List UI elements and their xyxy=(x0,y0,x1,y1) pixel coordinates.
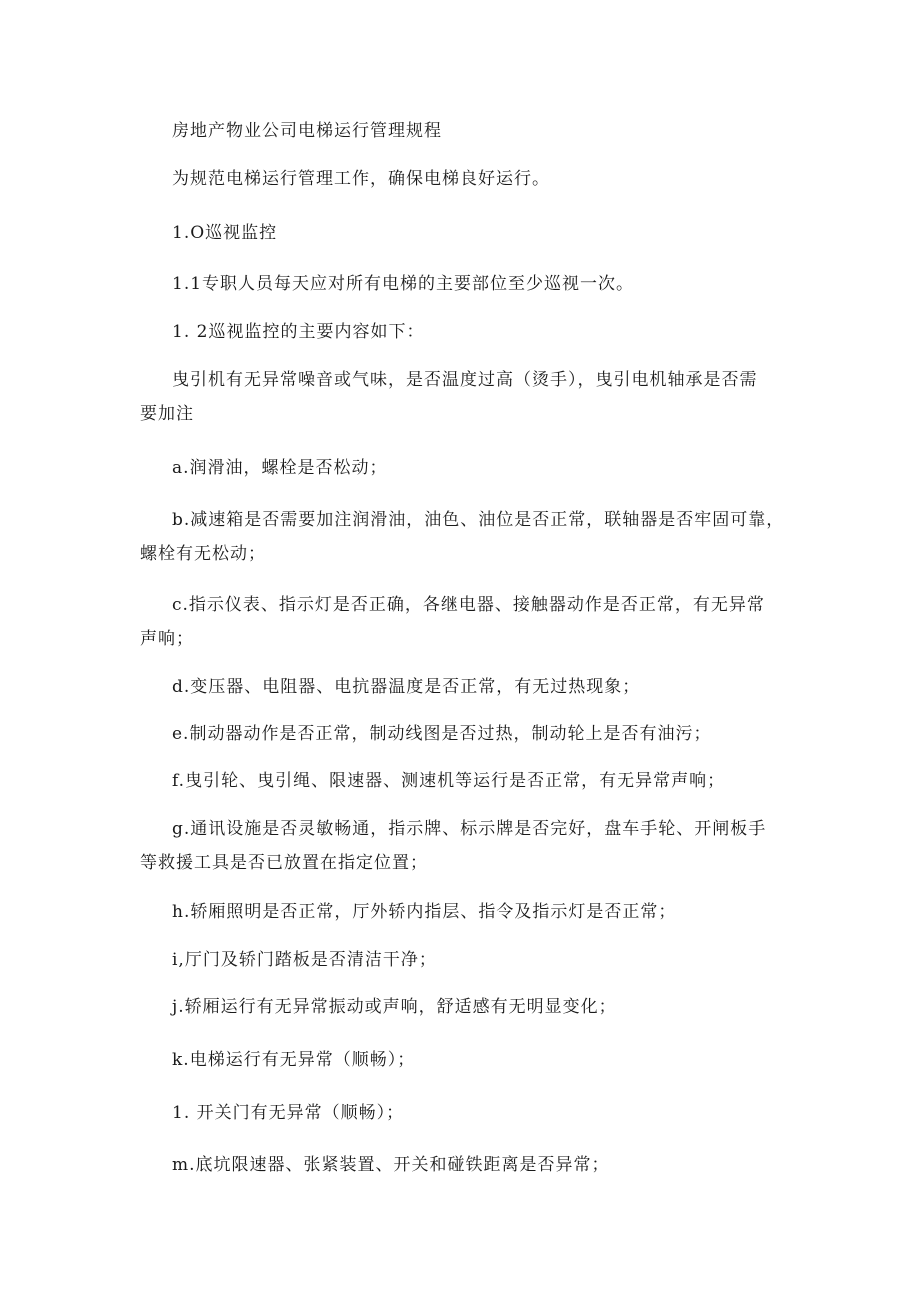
list-item-f: f.曳引轮、曳引绳、限速器、测速机等运行是否正常，有无异常声响； xyxy=(172,771,726,791)
list-item-m: m.底坑限速器、张紧装置、开关和碰铁距离是否异常； xyxy=(172,1155,610,1175)
list-item-d: d.变压器、电阻器、电抗器温度是否正常，有无过热现象； xyxy=(172,677,641,697)
document-title: 房地产物业公司电梯运行管理规程 xyxy=(172,121,442,141)
intro-paragraph: 为规范电梯运行管理工作，确保电梯良好运行。 xyxy=(172,169,550,189)
list-item-k: k.电梯运行有无异常（顺畅）； xyxy=(172,1050,416,1070)
list-item-e: e.制动器动作是否正常，制动线图是否过热，制动轮上是否有油污； xyxy=(172,724,712,744)
list-item-j: j.轿厢运行有无异常振动或声响，舒适感有无明显变化； xyxy=(172,997,617,1017)
paragraph-line: 曳引机有无异常噪音或气味，是否温度过高（烫手），曳引电机轴承是否需 xyxy=(172,370,758,390)
list-item-c-continued: 声响； xyxy=(140,629,194,649)
list-item-i: i,厅门及轿门踏板是否清洁干净； xyxy=(172,950,437,970)
list-item-h: h.轿厢照明是否正常，厅外轿内指层、指令及指示灯是否正常； xyxy=(172,902,677,922)
item-1-1: 1.1专职人员每天应对所有电梯的主要部位至少巡视一次。 xyxy=(172,274,635,294)
list-item-g: g.通讯设施是否灵敏畅通，指示牌、标示牌是否完好，盘车手轮、开闸板手 xyxy=(172,819,767,839)
list-item-g-continued: 等救援工具是否已放置在指定位置； xyxy=(140,853,428,873)
item-1-2: 1. 2巡视监控的主要内容如下： xyxy=(172,322,425,342)
paragraph-line: 要加注 xyxy=(140,404,194,424)
list-item-c: c.指示仪表、指示灯是否正确，各继电器、接触器动作是否正常，有无异常 xyxy=(172,595,765,615)
list-item-b: b.减速箱是否需要加注润滑油，油色、油位是否正常，联轴器是否牢固可靠， xyxy=(172,510,785,530)
list-item-l: 1. 开关门有无异常（顺畅）； xyxy=(172,1103,405,1123)
list-item-a: a.润滑油，螺栓是否松动； xyxy=(172,458,388,478)
section-heading: 1.O巡视监控 xyxy=(172,223,278,243)
list-item-b-continued: 螺栓有无松动； xyxy=(140,544,266,564)
